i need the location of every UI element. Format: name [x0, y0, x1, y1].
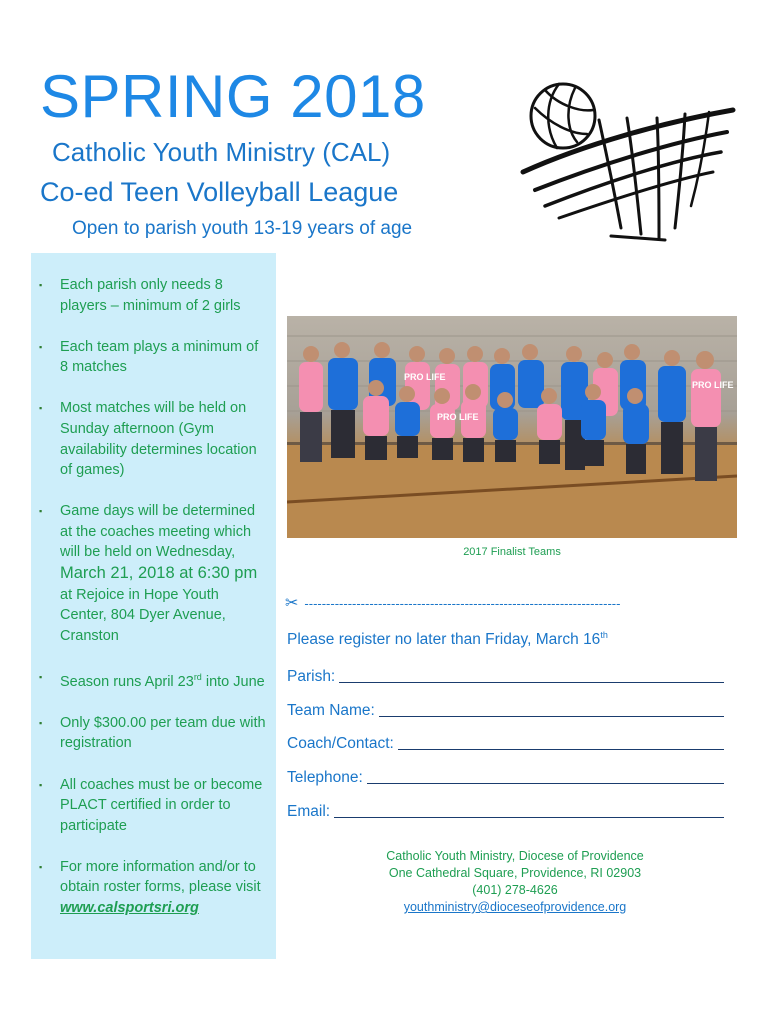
list-item — [31, 857, 266, 919]
square-bullet-icon: ▪ — [39, 671, 43, 682]
contact-org: Catholic Youth Ministry, Diocese of Providence — [386, 849, 644, 863]
deadline-text: Please register no later than Friday, March 16 — [287, 631, 601, 649]
info-sidebar — [31, 253, 276, 959]
ordinal-suffix: rd — [193, 671, 202, 682]
telephone-field — [287, 769, 724, 787]
square-bullet-icon: ▪ — [39, 403, 43, 414]
coach-contact-line[interactable] — [398, 735, 724, 750]
coach-contact-field — [287, 735, 724, 753]
meeting-date: March 21, 2018 at 6:30 pm — [60, 564, 258, 583]
list-item-text: Most matches will be held on Sunday afternoon (Gym availability determines location of games) — [60, 400, 257, 479]
list-item — [31, 398, 266, 480]
square-bullet-icon: ▪ — [39, 280, 43, 290]
website-link[interactable]: www.calsportsri.org — [60, 899, 199, 916]
list-item-text: Only $300.00 per team due with registration — [60, 714, 266, 752]
field-label: Team Name: — [287, 702, 375, 719]
list-item — [31, 337, 266, 378]
list-item — [31, 775, 266, 837]
list-item-text: at Rejoice in Hope Youth Center, 804 Dyer Avenue, Cranston — [60, 586, 226, 644]
list-item-text: Each team plays a minimum of 8 matches — [60, 338, 259, 376]
list-item-text: For more information and/or to obtain roster forms, please visit — [60, 858, 261, 896]
ordinal-suffix: th — [600, 630, 608, 640]
info-list — [31, 253, 276, 919]
field-label: Coach/Contact: — [287, 735, 394, 752]
parish-line[interactable] — [339, 668, 724, 683]
organization-name: Catholic Youth Ministry (CAL) — [52, 137, 391, 167]
list-item-text: Each parish only needs 8 players – minimum of 2 girls — [60, 277, 241, 314]
list-item — [31, 667, 266, 692]
field-label: Parish: — [287, 668, 336, 685]
contact-phone: (401) 278-4626 — [472, 883, 558, 897]
list-item — [31, 275, 266, 316]
parish-field — [287, 668, 724, 686]
list-item — [31, 501, 266, 646]
shirt-print: PRO LIFE — [437, 412, 479, 422]
list-item-text: Game days will be determined at the coaches meeting which will be held on Wednesday, — [60, 503, 256, 561]
field-label: Email: — [287, 803, 331, 820]
team-photo-illustration — [287, 316, 737, 538]
list-item-text: into June — [201, 673, 265, 690]
square-bullet-icon: ▪ — [39, 861, 43, 872]
league-name: Co-ed Teen Volleyball League — [40, 177, 399, 207]
square-bullet-icon: ▪ — [39, 717, 43, 728]
telephone-line[interactable] — [367, 769, 724, 784]
dash-line: ------------------------------------------------------------------------- — [304, 596, 621, 611]
shirt-print: PRO LIFE — [404, 372, 446, 382]
registration-deadline — [287, 630, 608, 649]
list-item — [31, 713, 266, 754]
age-requirement: Open to parish youth 13-19 years of age — [72, 218, 413, 239]
list-item-text: Season runs April 23 — [60, 673, 194, 690]
volleyball-icon — [515, 68, 740, 248]
email-line[interactable] — [334, 803, 724, 818]
contact-email-link[interactable]: youthministry@dioceseofprovidence.org — [403, 900, 627, 914]
list-item-text: All coaches must be or become PLACT certified in order to participate — [60, 776, 263, 834]
team-photo — [287, 316, 737, 538]
team-name-line[interactable] — [379, 702, 724, 717]
email-field — [287, 803, 724, 821]
cut-line — [285, 593, 740, 613]
photo-caption: 2017 Finalist Teams — [463, 546, 561, 558]
square-bullet-icon: ▪ — [39, 506, 43, 517]
scissors-icon: ✂ — [285, 595, 299, 612]
contact-address: One Cathedral Square, Providence, RI 02903 — [388, 866, 642, 880]
square-bullet-icon: ▪ — [39, 341, 43, 352]
square-bullet-icon: ▪ — [39, 779, 43, 790]
team-name-field — [287, 702, 724, 720]
shirt-print: PRO LIFE — [692, 380, 734, 390]
contact-block — [330, 848, 700, 916]
flyer-title: SPRING 2018 — [40, 63, 426, 130]
field-label: Telephone: — [287, 769, 363, 786]
